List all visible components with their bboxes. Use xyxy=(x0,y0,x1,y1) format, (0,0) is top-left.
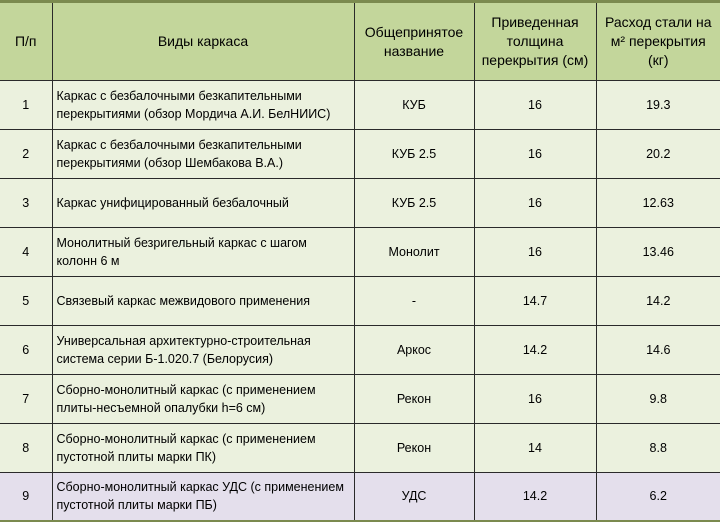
row-common-name: Монолит xyxy=(354,227,474,276)
table-row xyxy=(0,81,720,130)
row-num: 7 xyxy=(0,374,52,423)
row-frame-type: Сборно-монолитный каркас (с применением пустотной плиты марки ПК) xyxy=(52,423,354,472)
header-frame-type: Виды каркаса xyxy=(52,2,354,81)
row-common-name: КУБ 2.5 xyxy=(354,178,474,227)
table-row xyxy=(0,423,720,472)
row-frame-type: Каркас с безбалочными безкапительными перекрытиями (обзор Шембакова В.А.) xyxy=(52,129,354,178)
table-row xyxy=(0,129,720,178)
row-thickness: 16 xyxy=(474,374,596,423)
header-common-name: Общепринятое название xyxy=(354,2,474,81)
row-thickness: 16 xyxy=(474,178,596,227)
table-row xyxy=(0,227,720,276)
row-common-name: Аркос xyxy=(354,325,474,374)
row-steel: 9.8 xyxy=(596,374,720,423)
row-frame-type: Монолитный безригельный каркас с шагом колонн 6 м xyxy=(52,227,354,276)
row-num: 5 xyxy=(0,276,52,325)
row-frame-type: Сборно-монолитный каркас УДС (с применением пустотной плиты марки ПБ) xyxy=(52,472,354,521)
row-steel: 6.2 xyxy=(596,472,720,521)
row-num: 9 xyxy=(0,472,52,521)
row-frame-type: Каркас с безбалочными безкапительными перекрытиями (обзор Мордича А.И. БелНИИС) xyxy=(52,81,354,130)
row-frame-type: Универсальная архитектурно-строительная система серии Б-1.020.7 (Белорусия) xyxy=(52,325,354,374)
row-num: 1 xyxy=(0,81,52,130)
table-row xyxy=(0,325,720,374)
header-row xyxy=(0,2,720,81)
row-common-name: Рекон xyxy=(354,374,474,423)
row-thickness: 14 xyxy=(474,423,596,472)
table-row-highlighted xyxy=(0,472,720,521)
row-common-name: КУБ 2.5 xyxy=(354,129,474,178)
row-steel: 19.3 xyxy=(596,81,720,130)
header-steel-consumption: Расход стали на м² перекрытия (кг) xyxy=(596,2,720,81)
row-frame-type: Каркас унифицированный безбалочный xyxy=(52,178,354,227)
row-num: 2 xyxy=(0,129,52,178)
row-thickness: 16 xyxy=(474,81,596,130)
header-thickness: Приведенная толщина перекрытия (см) xyxy=(474,2,596,81)
row-thickness: 14.7 xyxy=(474,276,596,325)
row-steel: 8.8 xyxy=(596,423,720,472)
table-row xyxy=(0,178,720,227)
row-common-name: УДС xyxy=(354,472,474,521)
row-num: 6 xyxy=(0,325,52,374)
row-steel: 20.2 xyxy=(596,129,720,178)
row-thickness: 14.2 xyxy=(474,472,596,521)
row-steel: 13.46 xyxy=(596,227,720,276)
row-steel: 14.6 xyxy=(596,325,720,374)
row-steel: 14.2 xyxy=(596,276,720,325)
row-common-name: КУБ xyxy=(354,81,474,130)
row-num: 4 xyxy=(0,227,52,276)
row-frame-type: Связевый каркас межвидового применения xyxy=(52,276,354,325)
header-num: П/п xyxy=(0,2,52,81)
row-num: 8 xyxy=(0,423,52,472)
row-num: 3 xyxy=(0,178,52,227)
table-row xyxy=(0,374,720,423)
row-thickness: 16 xyxy=(474,129,596,178)
row-common-name: - xyxy=(354,276,474,325)
row-steel: 12.63 xyxy=(596,178,720,227)
row-thickness: 16 xyxy=(474,227,596,276)
table-row xyxy=(0,276,720,325)
row-frame-type: Сборно-монолитный каркас (с применением плиты-несъемной опалубки h=6 см) xyxy=(52,374,354,423)
row-common-name: Рекон xyxy=(354,423,474,472)
row-thickness: 14.2 xyxy=(474,325,596,374)
